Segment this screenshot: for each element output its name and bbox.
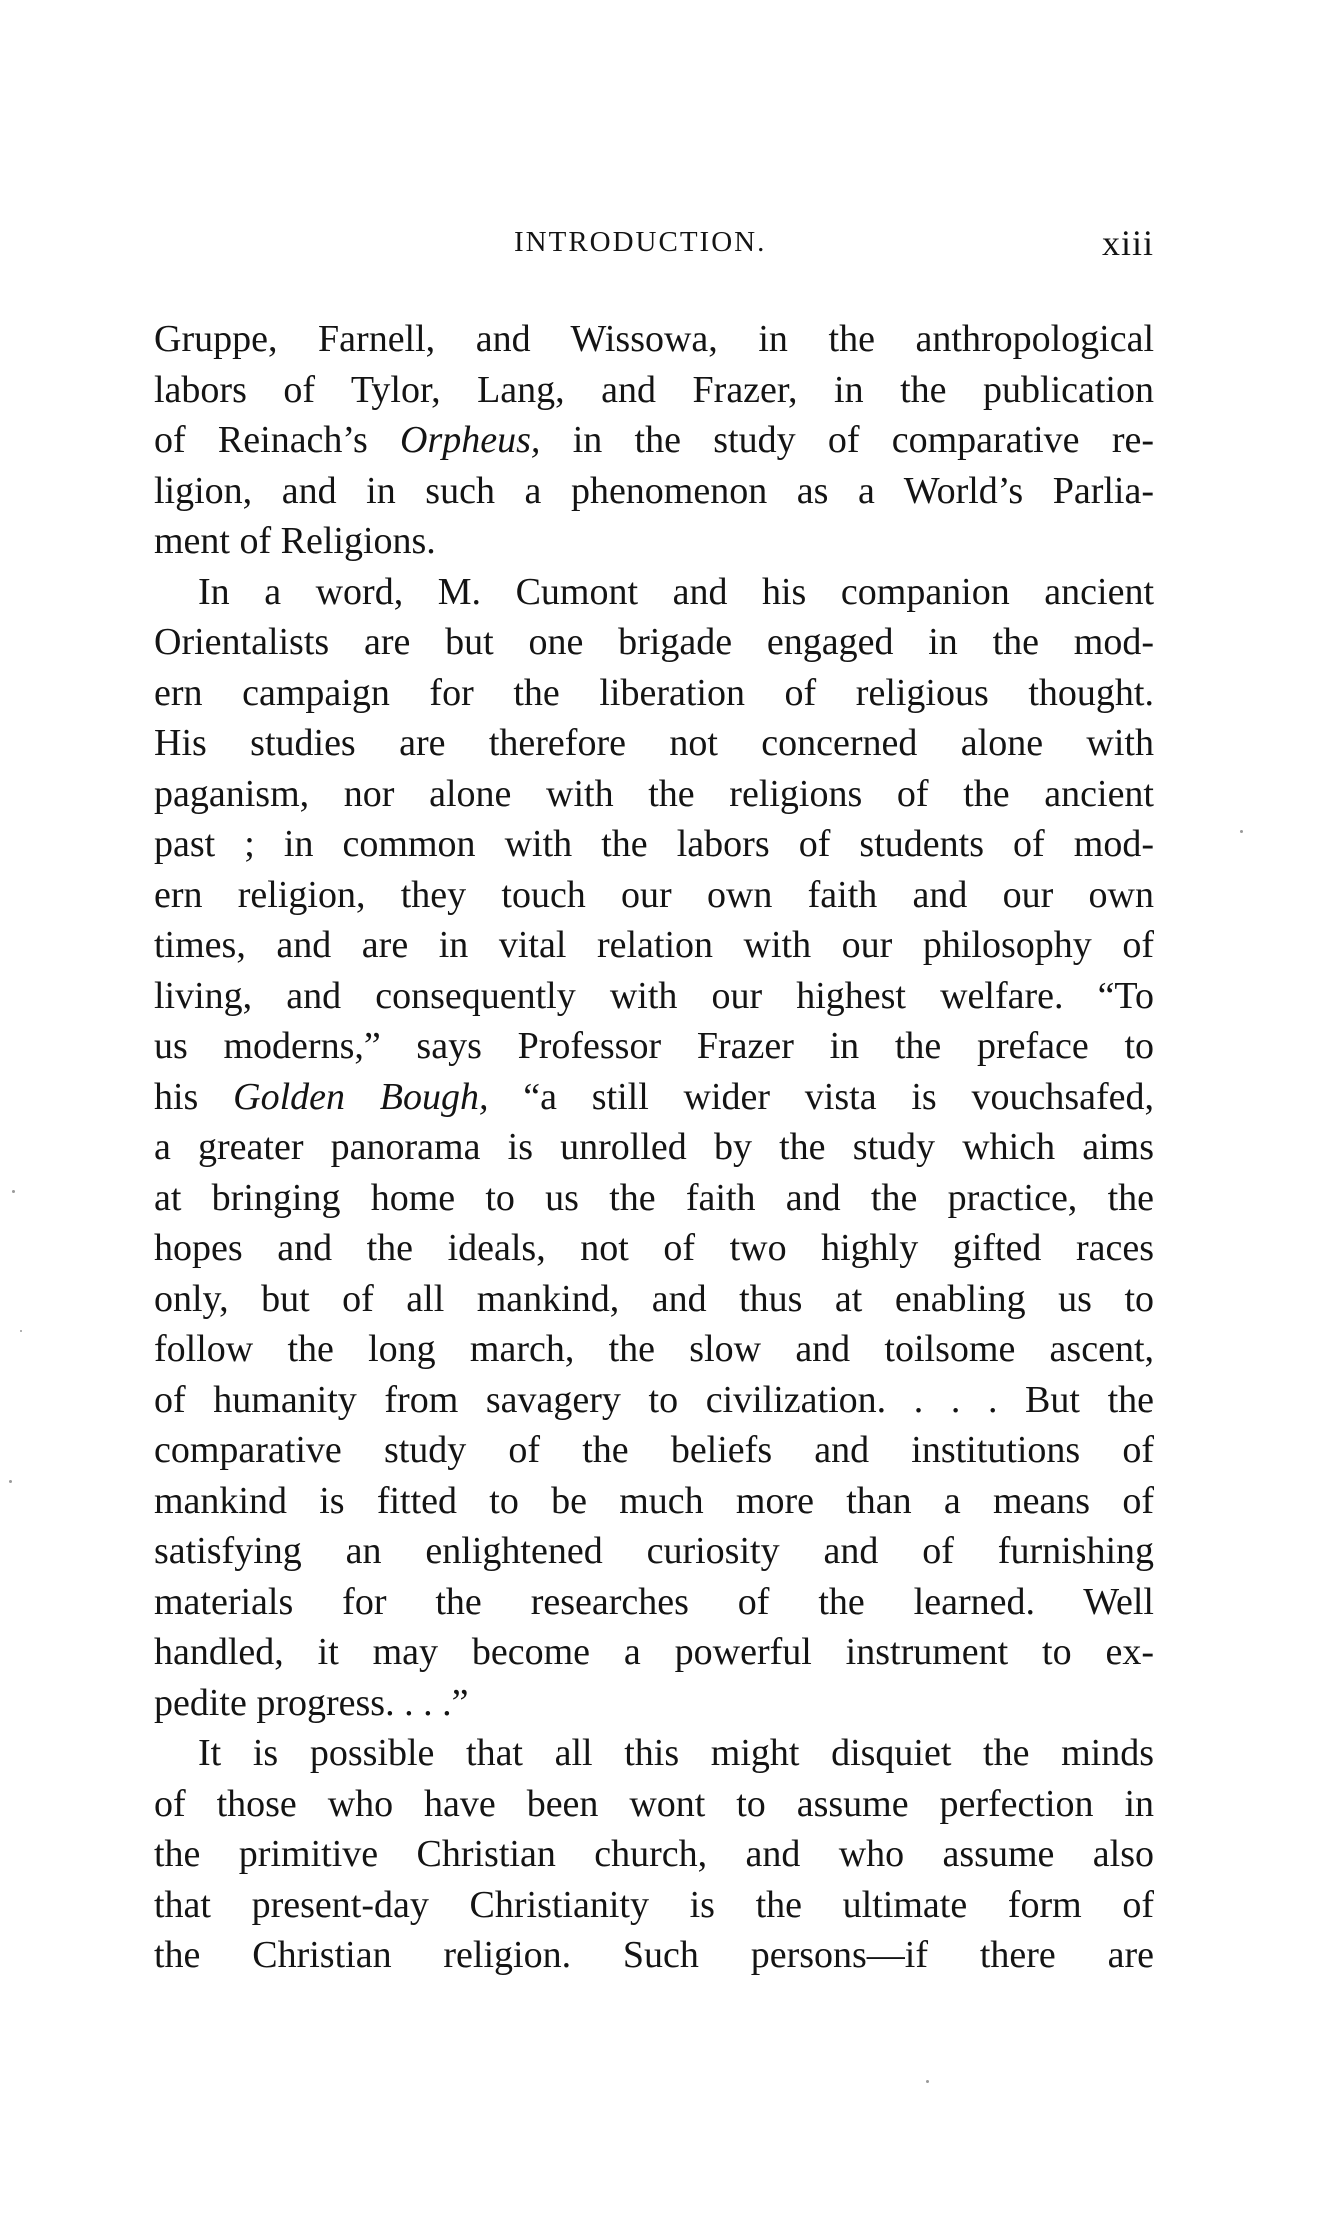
running-head-title: INTRODUCTION. bbox=[514, 226, 767, 258]
text-run: paganism, nor alone with the religions of the ancient bbox=[154, 772, 1154, 815]
text-line bbox=[154, 1072, 1154, 1123]
text-run: In a word, M. Cumont and his companion ancient bbox=[198, 570, 1154, 613]
text-line bbox=[154, 516, 1154, 567]
italic-title: Golden Bough, bbox=[233, 1075, 489, 1118]
text-run: handled, it may become a powerful instrument to ex- bbox=[154, 1631, 1154, 1673]
text-line bbox=[154, 920, 1154, 971]
scan-speck bbox=[20, 1330, 22, 1332]
text-line bbox=[154, 1223, 1154, 1274]
text-run: the Christian religion. Such persons—if there are bbox=[154, 1934, 1154, 1976]
text-run: the primitive Christian church, and who assume also bbox=[154, 1833, 1154, 1875]
text-line bbox=[154, 819, 1154, 870]
text-line bbox=[154, 718, 1154, 769]
text-run: satisfying an enlightened curiosity and of furnishing bbox=[154, 1530, 1154, 1572]
text-line bbox=[154, 1425, 1154, 1476]
text-run: of those who have been wont to assume perfection in bbox=[154, 1782, 1154, 1825]
running-head bbox=[154, 222, 1154, 272]
text-run: only, but of all mankind, and thus at enabling us to bbox=[154, 1277, 1154, 1320]
text-line bbox=[154, 769, 1154, 820]
text-line bbox=[154, 1829, 1154, 1880]
text-run: in the study of comparative re- bbox=[540, 419, 1154, 461]
text-line bbox=[154, 1122, 1154, 1173]
text-run: ern campaign for the liberation of religious thought. bbox=[154, 671, 1154, 714]
text-run: pedite progress. . . .” bbox=[154, 1681, 469, 1724]
text-line bbox=[154, 1678, 1154, 1729]
text-run: times, and are in vital relation with our philosophy of bbox=[154, 924, 1154, 966]
text-run: His studies are therefore not concerned alone with bbox=[154, 722, 1154, 764]
text-run: labors of Tylor, Lang, and Frazer, in the publication bbox=[154, 368, 1154, 411]
text-line bbox=[154, 466, 1154, 517]
body-text bbox=[154, 314, 1154, 1981]
text-line bbox=[154, 1779, 1154, 1830]
text-line bbox=[154, 1274, 1154, 1325]
text-line bbox=[154, 1476, 1154, 1527]
text-line bbox=[154, 1021, 1154, 1072]
text-run: comparative study of the beliefs and institutions of bbox=[154, 1429, 1154, 1471]
text-line bbox=[154, 668, 1154, 719]
text-run: at bringing home to us the faith and the practice, the bbox=[154, 1176, 1154, 1219]
text-line bbox=[154, 1173, 1154, 1224]
scan-speck bbox=[9, 1480, 12, 1483]
text-run: of humanity from savagery to civilization. . . . But the bbox=[154, 1378, 1154, 1421]
text-line bbox=[154, 971, 1154, 1022]
text-run: follow the long march, the slow and toilsome ascent, bbox=[154, 1328, 1154, 1370]
text-line bbox=[154, 1375, 1154, 1426]
text-run: of Reinach’s bbox=[154, 419, 401, 461]
text-line bbox=[154, 567, 1154, 618]
text-run: ern religion, they touch our own faith and our own bbox=[154, 873, 1154, 916]
text-run: ligion, and in such a phenomenon as a World’s Parlia- bbox=[154, 469, 1154, 512]
text-run: Gruppe, Farnell, and Wissowa, in the anthropological bbox=[154, 318, 1154, 360]
text-run: his bbox=[154, 1075, 234, 1118]
text-line bbox=[154, 617, 1154, 668]
text-run: “a still wider vista is vouchsafed, bbox=[488, 1075, 1154, 1118]
page-number: xiii bbox=[1101, 223, 1154, 263]
text-run: us moderns,” says Professor Frazer in the preface to bbox=[154, 1025, 1154, 1067]
text-line bbox=[154, 1728, 1154, 1779]
text-run: past ; in common with the labors of students of mod- bbox=[154, 823, 1154, 865]
text-run: hopes and the ideals, not of two highly gifted races bbox=[154, 1227, 1154, 1269]
text-run: It is possible that all this might disquiet the minds bbox=[198, 1732, 1154, 1774]
text-run: a greater panorama is unrolled by the study which aims bbox=[154, 1126, 1154, 1168]
scan-speck bbox=[926, 2080, 929, 2083]
text-run: Orientalists are but one brigade engaged in the mod- bbox=[154, 621, 1154, 663]
scan-speck bbox=[12, 1190, 15, 1193]
text-line bbox=[154, 415, 1154, 466]
italic-title: Orpheus, bbox=[400, 419, 541, 461]
text-line bbox=[154, 870, 1154, 921]
text-run: materials for the researches of the learned. Well bbox=[154, 1580, 1154, 1623]
text-line bbox=[154, 1324, 1154, 1375]
text-run: living, and consequently with our highest welfare. “To bbox=[154, 974, 1154, 1017]
text-line bbox=[154, 1577, 1154, 1628]
text-line bbox=[154, 1526, 1154, 1577]
text-line bbox=[154, 314, 1154, 365]
text-line bbox=[154, 365, 1154, 416]
text-run: mankind is fitted to be much more than a means of bbox=[154, 1479, 1154, 1522]
text-line bbox=[154, 1627, 1154, 1678]
scan-speck bbox=[1240, 830, 1243, 833]
text-run: ment of Religions. bbox=[154, 520, 436, 562]
text-run: that present-day Christianity is the ultimate form of bbox=[154, 1883, 1154, 1926]
text-line bbox=[154, 1930, 1154, 1981]
text-line bbox=[154, 1880, 1154, 1931]
